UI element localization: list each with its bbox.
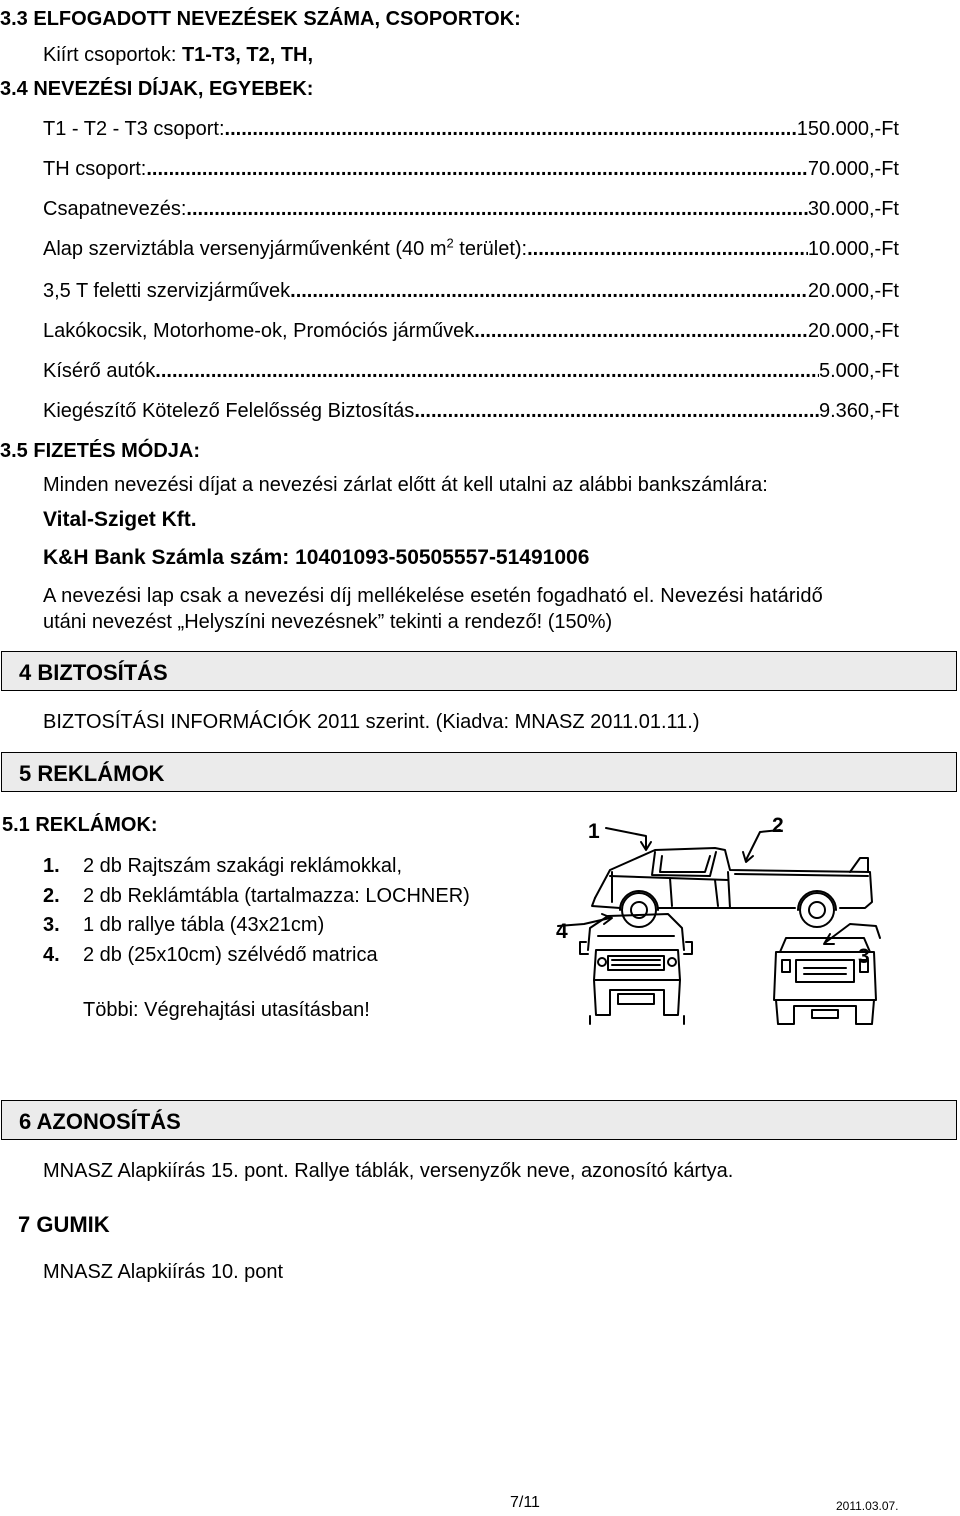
section-6-header <box>1 1100 957 1140</box>
fee-row <box>43 198 899 224</box>
figure-label-4: 4 <box>556 920 568 943</box>
section-5-header <box>1 752 957 792</box>
fee-label: Csapatnevezés: <box>43 198 187 220</box>
fee-label: TH csoport: <box>43 158 147 180</box>
payment-instructions: Minden nevezési díjat a nevezési zárlat előtt át kell utalni az alábbi bankszámlára: <box>43 474 768 496</box>
entry-note-line-1: A nevezési lap csak a nevezési díj mellékelése esetén fogadható el. Nevezési határidő <box>43 585 823 607</box>
groups-label: Kiírt csoportok: <box>43 44 182 66</box>
section-7-header <box>0 1204 960 1244</box>
section-7-title: 7 GUMIK <box>18 1212 110 1237</box>
company-name: Vital-Sziget Kft. <box>43 508 197 531</box>
identification-info: MNASZ Alapkiírás 15. pont. Rallye táblák, versenyzők neve, azonosító kártya. <box>43 1160 734 1182</box>
fee-row <box>43 360 899 386</box>
fee-amount: 30.000,-Ft <box>807 198 899 220</box>
section-5-title: 5 REKLÁMOK <box>19 761 165 786</box>
fee-amount: 70.000,-Ft <box>807 158 899 180</box>
footer-date: 2011.03.07. <box>836 1499 899 1513</box>
fee-amount: 20.000,-Ft <box>807 280 899 302</box>
groups-line <box>43 44 313 67</box>
page-number: 7/11 <box>510 1494 540 1511</box>
fee-row <box>43 280 899 306</box>
fee-row <box>43 158 899 184</box>
fee-label: Kiegészítő Kötelező Felelősség Biztosítás <box>43 400 415 422</box>
figure-label-1: 1 <box>588 820 600 843</box>
section-3-5-title: 3.5 FIZETÉS MÓDJA: <box>0 440 201 462</box>
fee-label: 3,5 T feletti szervizjárművek <box>43 280 291 302</box>
section-3-4-title: 3.4 NEVEZÉSI DÍJAK, EGYEBEK: <box>0 78 314 100</box>
fee-row <box>43 400 899 426</box>
truck-ad-placement-figure <box>550 810 930 1040</box>
fee-row <box>43 235 899 264</box>
fee-label: T1 - T2 - T3 csoport: <box>43 118 225 140</box>
figure-label-2: 2 <box>772 814 784 837</box>
fee-amount: 10.000,-Ft <box>807 238 899 260</box>
fee-label: Kísérő autók <box>43 360 156 382</box>
bank-account: K&H Bank Számla szám: 10401093-50505557-51491006 <box>43 546 590 569</box>
insurance-info: BIZTOSÍTÁSI INFORMÁCIÓK 2011 szerint. (Kiadva: MNASZ 2011.01.11.) <box>43 711 700 733</box>
figure-label-3: 3 <box>858 945 870 968</box>
section-4-title: 4 BIZTOSÍTÁS <box>19 660 168 685</box>
fee-row <box>43 320 899 346</box>
section-5-1-title: 5.1 REKLÁMOK: <box>2 814 158 836</box>
fee-amount: 150.000,-Ft <box>796 118 899 140</box>
section-6-title: 6 AZONOSÍTÁS <box>19 1109 181 1134</box>
section-4-header <box>1 651 957 691</box>
list-item: 3. 1 db rallye tábla (43x21cm) <box>43 914 325 936</box>
fee-amount: 20.000,-Ft <box>807 320 899 342</box>
list-item: 2. 2 db Reklámtábla (tartalmazza: LOCHNER) <box>43 885 470 907</box>
fee-label: Alap szerviztábla versenyjárművenként (40 $m^2$ terület): <box>43 235 528 260</box>
fee-amount: 9.360,-Ft <box>818 400 899 422</box>
truck-front-view-icon <box>580 914 692 1024</box>
entry-note-line-2: utáni nevezést „Helyszíni nevezésnek” tekinti a rendező! (150%) <box>43 611 613 633</box>
list-item: 1. 2 db Rajtszám szakági reklámokkal, <box>43 855 403 877</box>
fee-label: Lakókocsik, Motorhome-ok, Promóciós járművek <box>43 320 475 342</box>
fee-amount: 5.000,-Ft <box>818 360 899 382</box>
fee-row <box>43 118 899 144</box>
arrow-3-icon <box>824 924 880 944</box>
list-item: 4. 2 db (25x10cm) szélvédő matrica <box>43 944 378 966</box>
tyres-info: MNASZ Alapkiírás 10. pont <box>43 1261 284 1283</box>
arrow-1-icon <box>606 828 651 850</box>
groups-value: T1-T3, T2, TH, <box>181 44 314 66</box>
section-3-3-title: 3.3 ELFOGADOTT NEVEZÉSEK SZÁMA, CSOPORTOK: <box>0 8 521 30</box>
other-advertising-note: Többi: Végrehajtási utasításban! <box>83 999 370 1021</box>
